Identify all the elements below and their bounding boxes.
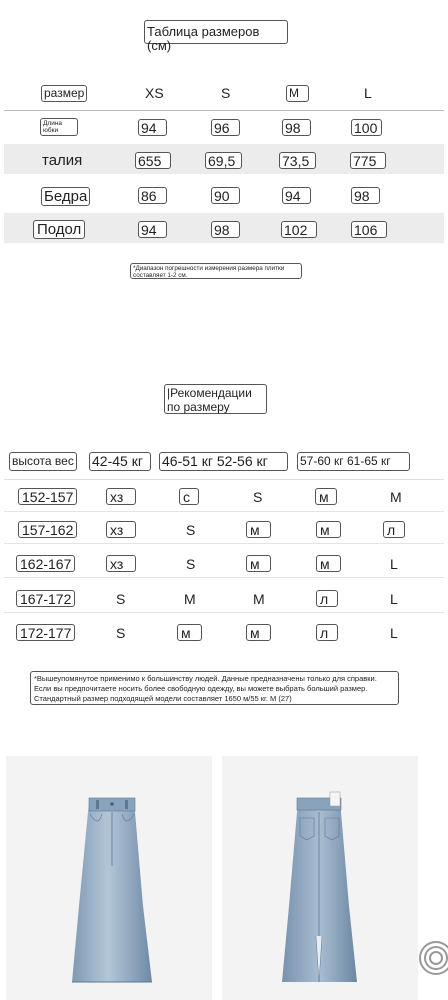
- table-row: [4, 618, 444, 647]
- size-cell: 98: [351, 187, 380, 204]
- rec-cell: м: [246, 624, 271, 641]
- rec-cell: M: [253, 591, 265, 607]
- size-table-title: Таблица размеров (см): [144, 20, 288, 44]
- rec-header-col1: 42-45 кг: [89, 452, 151, 471]
- size-cell: 94: [138, 221, 167, 238]
- rec-cell: S: [116, 625, 126, 641]
- size-cell: 94: [282, 187, 311, 204]
- table-row: [4, 549, 444, 578]
- rec-header-col2: 46-51 кг 52-56 кг: [159, 452, 288, 471]
- size-cell: 100: [351, 119, 382, 136]
- rec-cell: м: [315, 488, 337, 505]
- size-row-label-length: Длина юбки: [40, 118, 78, 136]
- rec-cell: л: [316, 590, 338, 607]
- rec-header-height-weight: высота вес: [9, 452, 77, 471]
- recommendation-title: |Рекомендации по размеру: [164, 384, 267, 414]
- spinner-icon: [418, 940, 448, 976]
- size-row-label-hem: Подол: [33, 220, 85, 239]
- rec-cell: м: [316, 555, 341, 572]
- rec-header-divider: [4, 479, 444, 480]
- size-row-label-hips: Бедра: [41, 187, 90, 206]
- table-row: [4, 584, 444, 613]
- size-cell: 106: [351, 221, 387, 238]
- denim-skirt-front-illustration: [6, 756, 212, 1000]
- table-row: [4, 515, 444, 544]
- size-table-note: *Диапазон погрешности измерения размера плитки составляет 1-2 см.: [130, 263, 302, 279]
- size-header-s: S: [221, 85, 231, 101]
- size-cell: 96: [211, 119, 240, 136]
- rec-cell: м: [177, 624, 202, 641]
- product-photo-front[interactable]: [6, 756, 212, 1000]
- denim-skirt-back-illustration: [222, 756, 418, 1000]
- size-cell: 98: [282, 119, 311, 136]
- rec-height: 172-177: [16, 624, 75, 641]
- size-header-xs: XS: [145, 85, 164, 101]
- rec-cell: м: [246, 555, 271, 572]
- rec-cell: хз: [106, 488, 136, 505]
- table-row: [4, 483, 444, 512]
- size-header-divider: [4, 110, 444, 111]
- rec-height: 162-167: [16, 555, 75, 572]
- rec-height: 152-157: [18, 488, 77, 505]
- rec-cell: хз: [106, 555, 136, 572]
- rec-cell: S: [186, 522, 196, 538]
- size-header-l: L: [364, 85, 372, 101]
- size-row-label-waist: талия: [42, 152, 83, 169]
- rec-cell: S: [116, 591, 126, 607]
- size-cell: 98: [211, 221, 240, 238]
- size-cell: 90: [211, 187, 240, 204]
- rec-cell: хз: [106, 521, 136, 538]
- rec-cell: с: [179, 488, 199, 505]
- size-cell: 86: [138, 187, 167, 204]
- size-cell: 102: [281, 221, 317, 238]
- rec-cell: S: [253, 489, 263, 505]
- rec-cell: м: [246, 521, 271, 538]
- size-header-label: размер: [41, 85, 87, 102]
- rec-cell: L: [390, 556, 398, 572]
- rec-cell: L: [390, 625, 398, 641]
- rec-cell: S: [186, 556, 196, 572]
- rec-cell: L: [390, 591, 398, 607]
- rec-cell: M: [390, 489, 402, 505]
- product-photo-back[interactable]: [222, 756, 418, 1000]
- size-cell: 69,5: [205, 152, 242, 169]
- size-cell: 655: [135, 152, 171, 169]
- size-header-m: M: [286, 85, 309, 102]
- recommendation-note: *Вышеупомянутое применимо к большинству людей. Данные предназначены только для справки. Если вы предпочитаете носить более свободную одежду, вы можете выбрать больший размер. Стандартный размер подходящей модели составляет 1650 м/55 кг. М (27): [30, 671, 399, 705]
- rec-height: 157-162: [18, 521, 77, 538]
- size-cell: 94: [138, 119, 167, 136]
- rec-cell: м: [316, 521, 341, 538]
- rec-header-col3: 57-60 кг 61-65 кг: [297, 452, 410, 471]
- rec-cell: M: [184, 591, 196, 607]
- rec-cell: л: [383, 521, 405, 538]
- rec-cell: л: [316, 624, 338, 641]
- size-cell: 775: [350, 152, 386, 169]
- rec-height: 167-172: [16, 590, 75, 607]
- size-cell: 73,5: [279, 152, 316, 169]
